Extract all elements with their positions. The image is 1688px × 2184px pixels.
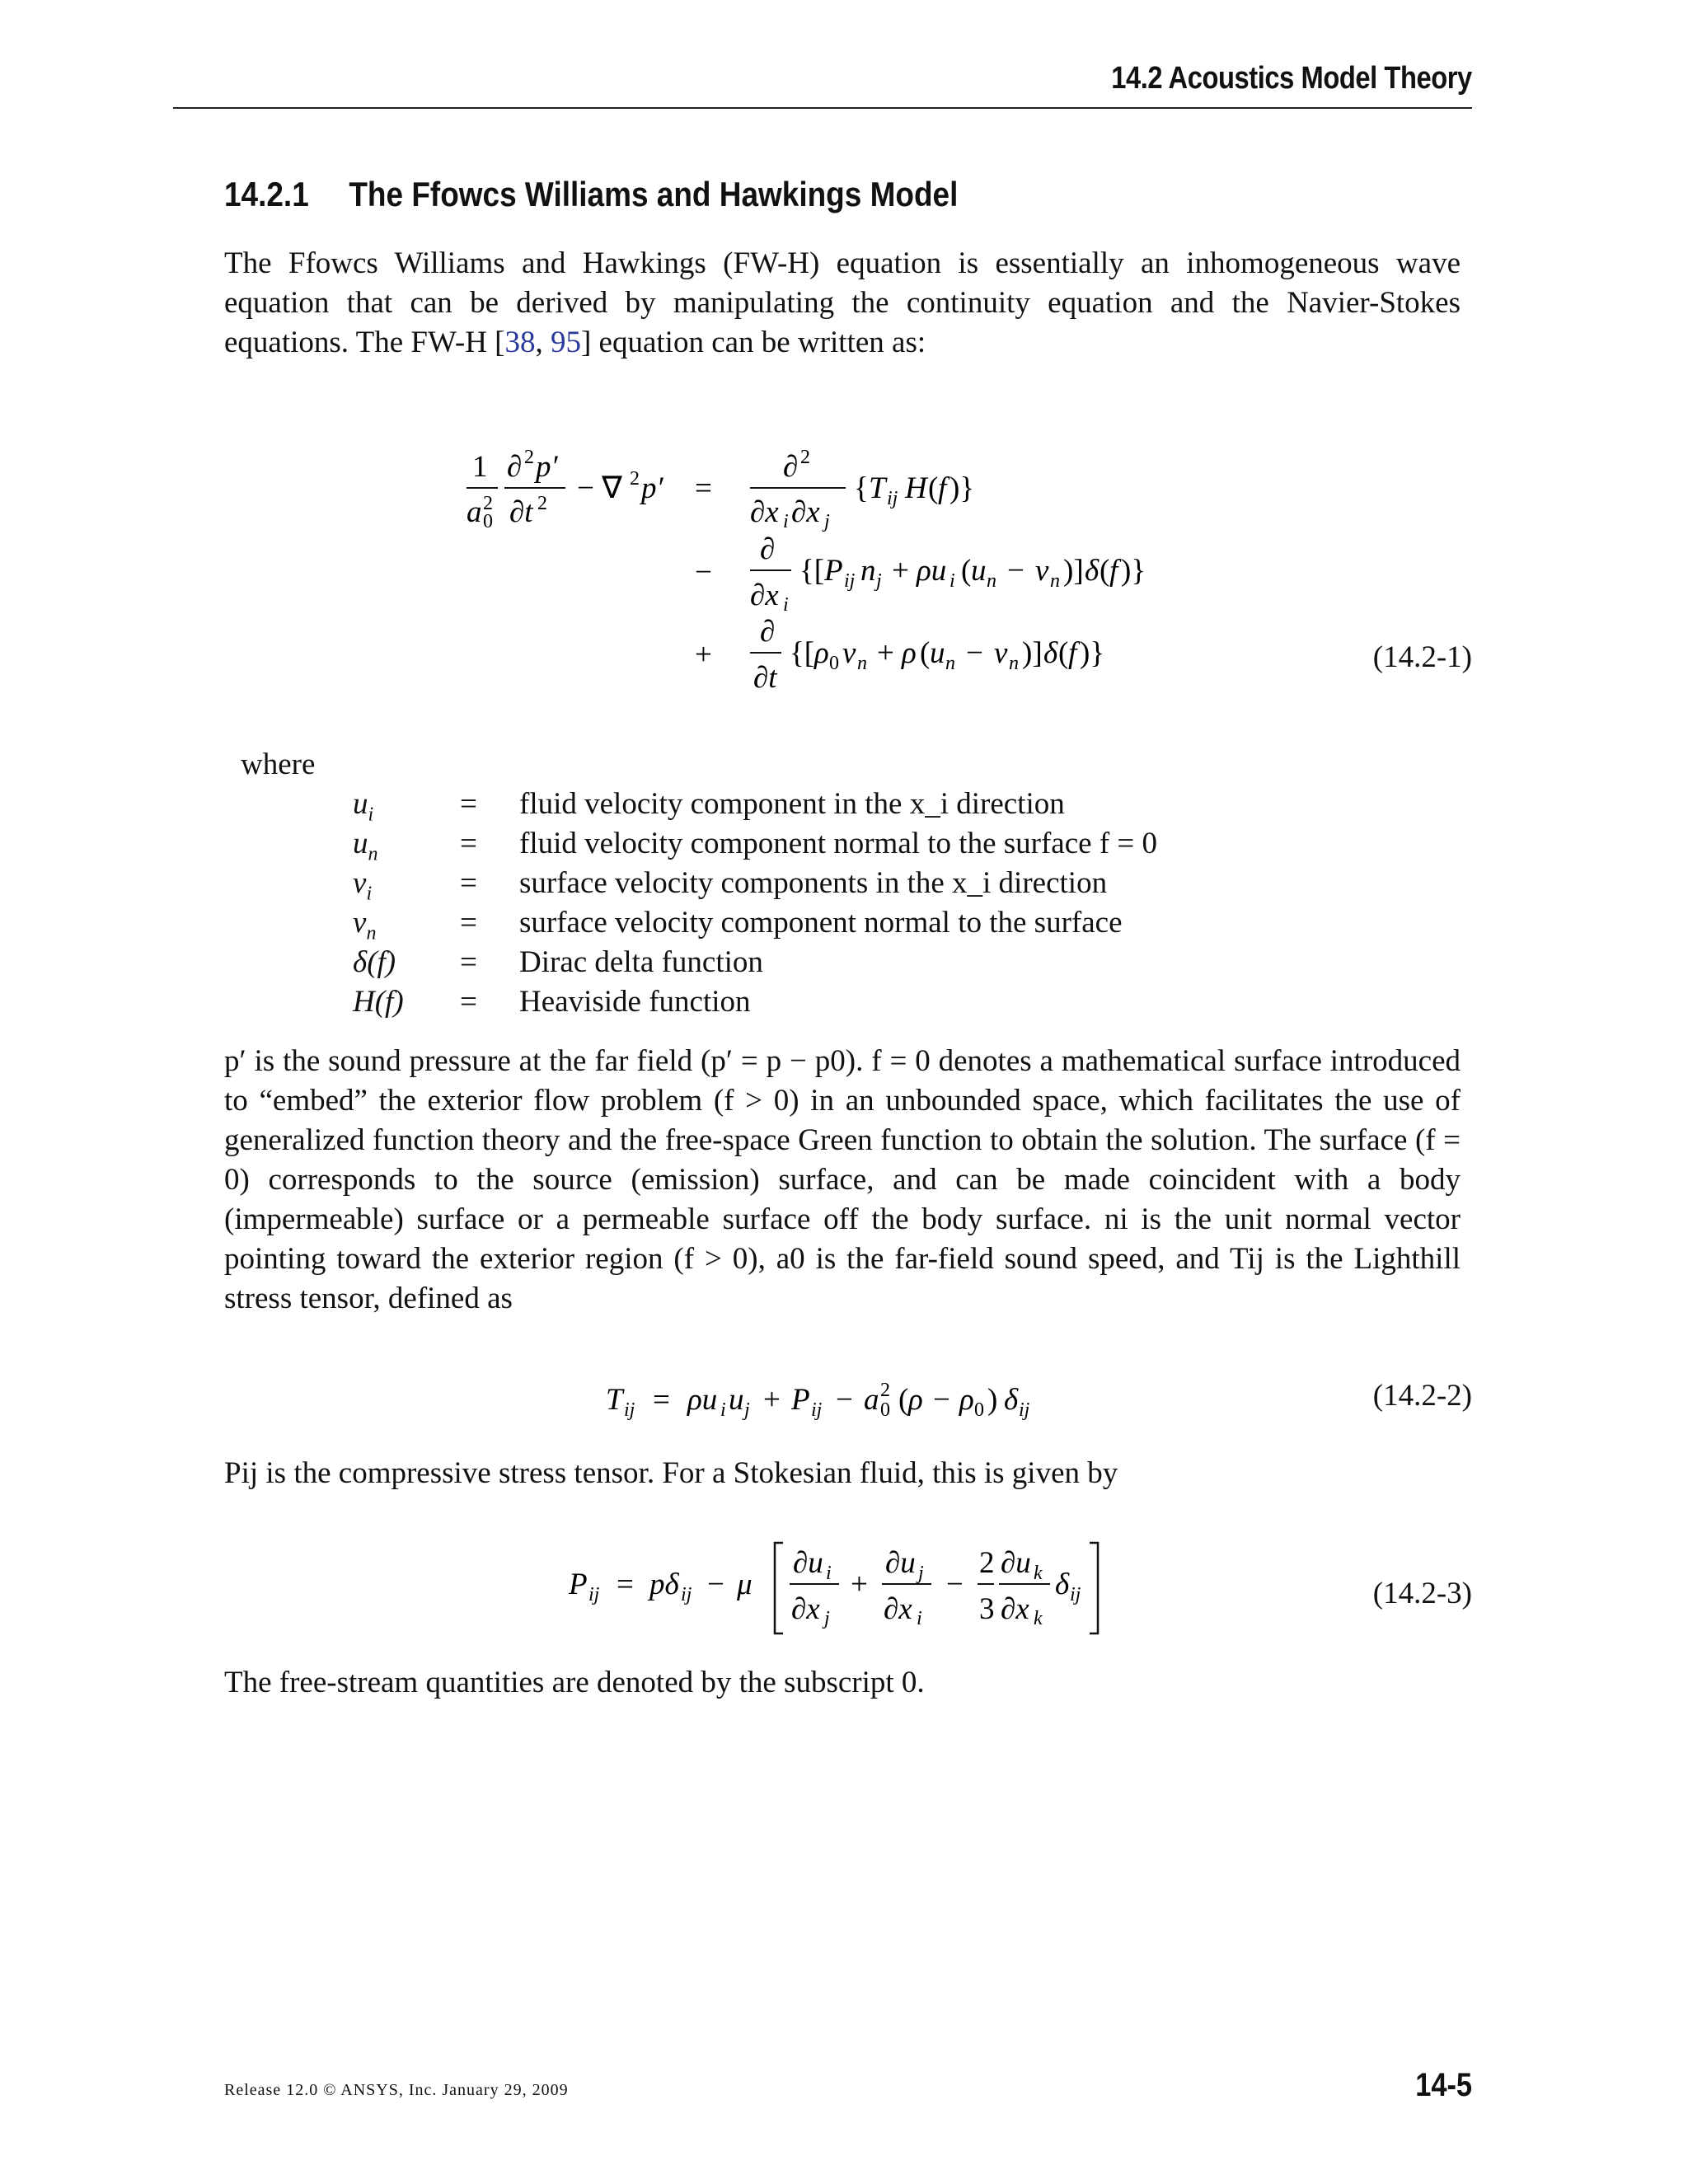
- equation-number-2: (14.2-2): [1372, 1379, 1472, 1413]
- svg-text:(: (: [1100, 554, 1110, 588]
- equals-sign: =: [460, 985, 477, 1019]
- surface-description-paragraph: p′ is the sound pressure at the far field (p′ = p − p0). f = 0 denotes a mathematical surface introduced to “embed” the exterior flow problem (f > 0) in an unbounded space, which facilitates the use of generalized function theory and the free-space Green function to obtain the solution. The surface (f = 0) corresponds to the source (emission) surface, and can be made coincident with a body (impermeable) surface or a permeable surface off the body surface. ni is the unit normal vector pointing toward the exterior region (f > 0), a0 is the far-field sound speed, and Tij is the Lighthill stress tensor, defined as: [224, 1044, 1461, 1315]
- svg-text:δ: δ: [1004, 1383, 1019, 1417]
- svg-text:0: 0: [974, 1399, 984, 1421]
- definition-symbol: δ(f): [353, 945, 396, 979]
- svg-text:−: −: [933, 1383, 950, 1417]
- svg-text:T: T: [869, 471, 886, 505]
- svg-text:)]: )]: [1022, 636, 1043, 670]
- svg-text:a: a: [864, 1383, 879, 1417]
- svg-text:2: 2: [524, 447, 534, 468]
- svg-text:ij: ij: [681, 1584, 692, 1605]
- svg-text:): ): [987, 1383, 998, 1417]
- free-stream-paragraph: The free-stream quantities are denoted by the subscript 0.: [224, 1666, 925, 1699]
- svg-text:δ: δ: [1055, 1568, 1070, 1601]
- citation-link-38[interactable]: 38: [504, 326, 536, 359]
- svg-text:0: 0: [483, 511, 493, 532]
- definition-text: surface velocity component normal to the surface: [519, 906, 1123, 940]
- svg-text:ij: ij: [811, 1399, 823, 1421]
- svg-text:H: H: [905, 471, 927, 505]
- svg-text:δ: δ: [1043, 636, 1058, 670]
- svg-text:)}: )}: [1080, 636, 1105, 670]
- svg-text:=: =: [653, 1383, 670, 1417]
- svg-text:∂: ∂: [760, 532, 776, 566]
- svg-text:pδ: pδ: [649, 1568, 679, 1601]
- svg-text:u: u: [930, 636, 945, 670]
- citation-link-95[interactable]: 95: [550, 326, 581, 359]
- definition-row: [353, 824, 1342, 864]
- definition-text: surface velocity components in the x_i direction: [519, 866, 1108, 900]
- svg-text:i: i: [720, 1399, 726, 1421]
- svg-text:1: 1: [472, 450, 488, 484]
- svg-text:i: i: [783, 511, 789, 532]
- header-rule: [173, 107, 1472, 109]
- definition-row: [353, 864, 1342, 903]
- svg-text:∂: ∂: [507, 450, 523, 484]
- definition-symbol: $u_n$: [353, 827, 378, 865]
- svg-text:j: j: [744, 1399, 750, 1421]
- svg-text:(: (: [961, 554, 972, 588]
- running-head: 14.2 Acoustics Model Theory: [1111, 61, 1472, 96]
- svg-text:2: 2: [630, 468, 640, 490]
- equation-compressive-stress: [0, 1531, 1319, 1647]
- equation-number-3: (14.2-3): [1372, 1577, 1472, 1610]
- svg-text:ij: ij: [1070, 1584, 1081, 1605]
- svg-text:−: −: [966, 636, 983, 670]
- svg-text:ij: ij: [624, 1399, 635, 1421]
- svg-text:+: +: [695, 638, 712, 672]
- section-heading: [224, 175, 958, 214]
- svg-text:ρu: ρu: [917, 554, 947, 588]
- definition-text: Heaviside function: [519, 985, 751, 1019]
- svg-text:2: 2: [880, 1380, 890, 1401]
- svg-text:=: =: [695, 471, 712, 505]
- svg-text:P: P: [569, 1568, 588, 1601]
- svg-text:n: n: [860, 554, 876, 588]
- svg-text:j: j: [876, 570, 882, 592]
- equals-sign: =: [460, 787, 477, 821]
- svg-text:j: j: [824, 1608, 830, 1629]
- svg-text:{: {: [854, 471, 869, 505]
- svg-text:ij: ij: [887, 488, 898, 509]
- svg-text:i: i: [826, 1563, 832, 1584]
- svg-text:− ∇: − ∇: [577, 471, 622, 505]
- definition-text: fluid velocity component normal to the surface f = 0: [519, 827, 1158, 860]
- equals-sign: =: [460, 866, 477, 900]
- svg-text:+: +: [763, 1383, 781, 1417]
- svg-text:)]: )]: [1063, 554, 1084, 588]
- svg-text:2: 2: [979, 1546, 995, 1580]
- svg-text:T: T: [606, 1383, 623, 1417]
- footer-release-info: Release 12.0 © ANSYS, Inc. January 29, 2009: [224, 2081, 569, 2099]
- svg-text:n: n: [1050, 570, 1060, 592]
- svg-text:+: +: [851, 1568, 868, 1601]
- svg-text:∂t: ∂t: [753, 661, 777, 695]
- citation-separator: ,: [535, 326, 551, 359]
- svg-text:k: k: [1034, 1608, 1043, 1629]
- page-number: 14-5: [1415, 2067, 1472, 2103]
- intro-text: The Ffowcs Williams and Hawkings (FW-H) equation is essentially an inhomogeneous wave equation that can be derived by manipulating the continuity equation and the Navier-Stokes equations. The FW-H [: [224, 246, 1461, 359]
- svg-text:ij: ij: [1019, 1399, 1030, 1421]
- equation-fwh: [0, 435, 1319, 707]
- definition-row: [353, 982, 1342, 1022]
- section-number: 14.2.1: [224, 175, 309, 213]
- svg-text:∂u: ∂u: [885, 1546, 916, 1580]
- svg-text:∂x: ∂x: [750, 495, 779, 529]
- svg-text:{[: {[: [790, 636, 815, 670]
- svg-text:P: P: [824, 554, 843, 588]
- svg-text:i: i: [950, 570, 955, 592]
- svg-text:f: f: [938, 471, 947, 505]
- definition-text: Dirac delta function: [519, 945, 763, 979]
- svg-text:μ: μ: [737, 1568, 753, 1601]
- svg-text:{[: {[: [799, 554, 825, 588]
- svg-text:j: j: [918, 1563, 924, 1584]
- svg-text:−: −: [946, 1568, 964, 1601]
- svg-text:∂x: ∂x: [750, 579, 779, 612]
- svg-text:∂x: ∂x: [791, 1592, 820, 1626]
- svg-text:∂: ∂: [760, 615, 776, 649]
- svg-text:−: −: [836, 1383, 853, 1417]
- svg-text:f: f: [1068, 636, 1077, 670]
- svg-text:)}: )}: [1121, 554, 1146, 588]
- svg-text:f: f: [1109, 554, 1118, 588]
- equation-lighthill-tensor: [0, 1368, 1319, 1434]
- svg-text:P: P: [791, 1383, 810, 1417]
- svg-text:k: k: [1034, 1563, 1043, 1584]
- svg-text:∂x: ∂x: [791, 495, 820, 529]
- svg-text:+: +: [877, 636, 894, 670]
- svg-text:a: a: [467, 495, 482, 529]
- definition-text: fluid velocity component in the x_i direction: [519, 787, 1065, 821]
- svg-text:∂t: ∂t: [509, 495, 533, 529]
- svg-text:2: 2: [800, 447, 810, 468]
- definition-symbol: $u_i$: [353, 787, 374, 826]
- svg-text:ρ: ρ: [959, 1383, 974, 1417]
- svg-text:n: n: [945, 653, 955, 674]
- svg-text:=: =: [617, 1568, 634, 1601]
- svg-text:ρ: ρ: [908, 1383, 923, 1417]
- intro-text-end: ] equation can be written as:: [580, 326, 926, 359]
- svg-text:)}: )}: [950, 471, 975, 505]
- svg-text:∂u: ∂u: [793, 1546, 823, 1580]
- svg-text:p′: p′: [641, 471, 663, 505]
- svg-text:ij: ij: [588, 1584, 600, 1605]
- equals-sign: =: [460, 945, 477, 979]
- svg-text:(: (: [920, 636, 931, 670]
- svg-text:i: i: [917, 1608, 922, 1629]
- svg-text:ρ: ρ: [902, 636, 917, 670]
- definition-row: [353, 943, 1342, 982]
- svg-text:u: u: [971, 554, 987, 588]
- svg-text:n: n: [1009, 653, 1019, 674]
- svg-text:v: v: [842, 636, 856, 670]
- definition-symbol: H(f): [353, 985, 404, 1019]
- svg-text:i: i: [783, 594, 789, 616]
- svg-text:(: (: [1058, 636, 1069, 670]
- svg-text:−: −: [1007, 554, 1025, 588]
- svg-text:2: 2: [483, 493, 493, 514]
- svg-text:u: u: [729, 1383, 744, 1417]
- svg-text:j: j: [824, 511, 830, 532]
- intro-paragraph: [224, 244, 1461, 363]
- svg-text:ρ: ρ: [814, 636, 829, 670]
- definition-row: [353, 903, 1342, 943]
- stress-tensor-paragraph: Pij is the compressive stress tensor. For a Stokesian fluid, this is given by: [224, 1456, 1118, 1490]
- equation-number-1: (14.2-1): [1372, 640, 1472, 674]
- equals-sign: =: [460, 906, 477, 940]
- svg-text:(: (: [898, 1383, 909, 1417]
- svg-text:δ: δ: [1085, 554, 1100, 588]
- section-title: The Ffowcs Williams and Hawkings Model: [349, 175, 959, 213]
- svg-text:∂: ∂: [783, 450, 799, 484]
- svg-text:+: +: [892, 554, 909, 588]
- svg-text:3: 3: [979, 1592, 995, 1626]
- svg-text:(: (: [928, 471, 939, 505]
- definition-symbol: $v_i$: [353, 866, 373, 905]
- svg-text:v: v: [1035, 554, 1049, 588]
- definition-symbol: $v_n$: [353, 906, 377, 944]
- definition-row: [353, 785, 1342, 824]
- svg-text:−: −: [707, 1568, 724, 1601]
- svg-text:−: −: [695, 555, 712, 589]
- svg-text:ρu: ρu: [687, 1383, 718, 1417]
- svg-text:∂u: ∂u: [1001, 1546, 1031, 1580]
- svg-text:p′: p′: [536, 450, 558, 484]
- svg-text:0: 0: [829, 653, 839, 674]
- svg-text:n: n: [857, 653, 867, 674]
- svg-text:0: 0: [880, 1399, 890, 1421]
- definition-list: [353, 785, 1342, 1022]
- svg-text:v: v: [994, 636, 1008, 670]
- svg-text:∂x: ∂x: [884, 1592, 912, 1626]
- svg-text:n: n: [987, 570, 996, 592]
- svg-text:ij: ij: [844, 570, 856, 592]
- svg-text:∂x: ∂x: [1001, 1592, 1029, 1626]
- svg-text:2: 2: [537, 493, 547, 514]
- where-label: where: [241, 748, 316, 781]
- equals-sign: =: [460, 827, 477, 860]
